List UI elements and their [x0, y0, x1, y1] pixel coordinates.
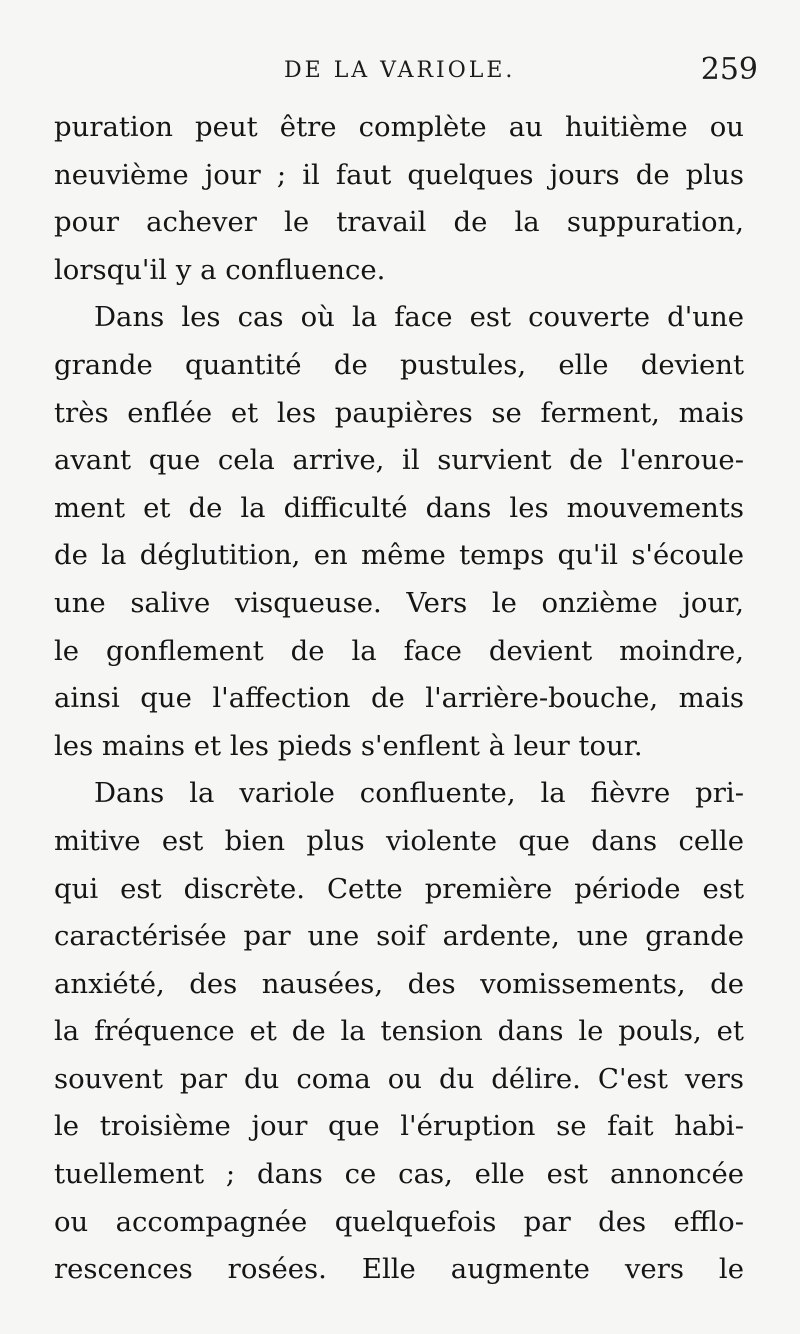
- text-line: neuvième jour ; il faut quelques jours de plus: [54, 158, 744, 191]
- text-line: les mains et les pieds s'enflent à leur tour.: [54, 729, 643, 762]
- text-line: qui est discrète. Cette première période est: [54, 872, 744, 905]
- running-head: DE LA VARIOLE.: [284, 58, 516, 83]
- text-line: tuellement ; dans ce cas, elle est annoncée: [54, 1158, 744, 1191]
- text-line: puration peut être complète au huitième ou: [54, 111, 744, 143]
- page-header: [52, 52, 760, 92]
- text-line: rescences rosées. Elle augmente vers le: [54, 1253, 744, 1286]
- text-line: lorsqu'il y a confluence.: [54, 253, 386, 286]
- text-line: anxiété, des nausées, des vomissements, de: [54, 967, 744, 1000]
- text-line: ainsi que l'affection de l'arrière-bouche, mais: [54, 682, 744, 715]
- page-number: 259: [700, 52, 758, 87]
- body-text: [54, 104, 744, 1294]
- text-line: mitive est bien plus violente que dans celle: [54, 824, 744, 857]
- text-line: grande quantité de pustules, elle devient: [54, 348, 744, 381]
- text-line: Dans la variole confluente, la fièvre pri-: [94, 777, 744, 810]
- text-line: souvent par du coma ou du délire. C'est vers: [54, 1062, 744, 1095]
- text-line: de la déglutition, en même temps qu'il s'écoule: [54, 539, 744, 572]
- text-line: caractérisée par une soif ardente, une grande: [54, 920, 744, 953]
- text-line: le troisième jour que l'éruption se fait habi-: [54, 1110, 744, 1143]
- text-line: très enflée et les paupières se ferment, mais: [54, 396, 744, 429]
- text-line: avant que cela arrive, il survient de l'enroue-: [54, 444, 744, 477]
- text-line: pour achever le travail de la suppuration,: [54, 206, 744, 239]
- text-line: la fréquence et de la tension dans le pouls, et: [54, 1015, 744, 1048]
- text-line: ment et de la difficulté dans les mouvements: [54, 491, 744, 524]
- text-line: ou accompagnée quelquefois par des efflo-: [54, 1205, 744, 1238]
- text-line: Dans les cas où la face est couverte d'une: [94, 301, 744, 334]
- text-line: une salive visqueuse. Vers le onzième jour,: [54, 586, 744, 619]
- text-line: le gonflement de la face devient moindre,: [54, 634, 744, 667]
